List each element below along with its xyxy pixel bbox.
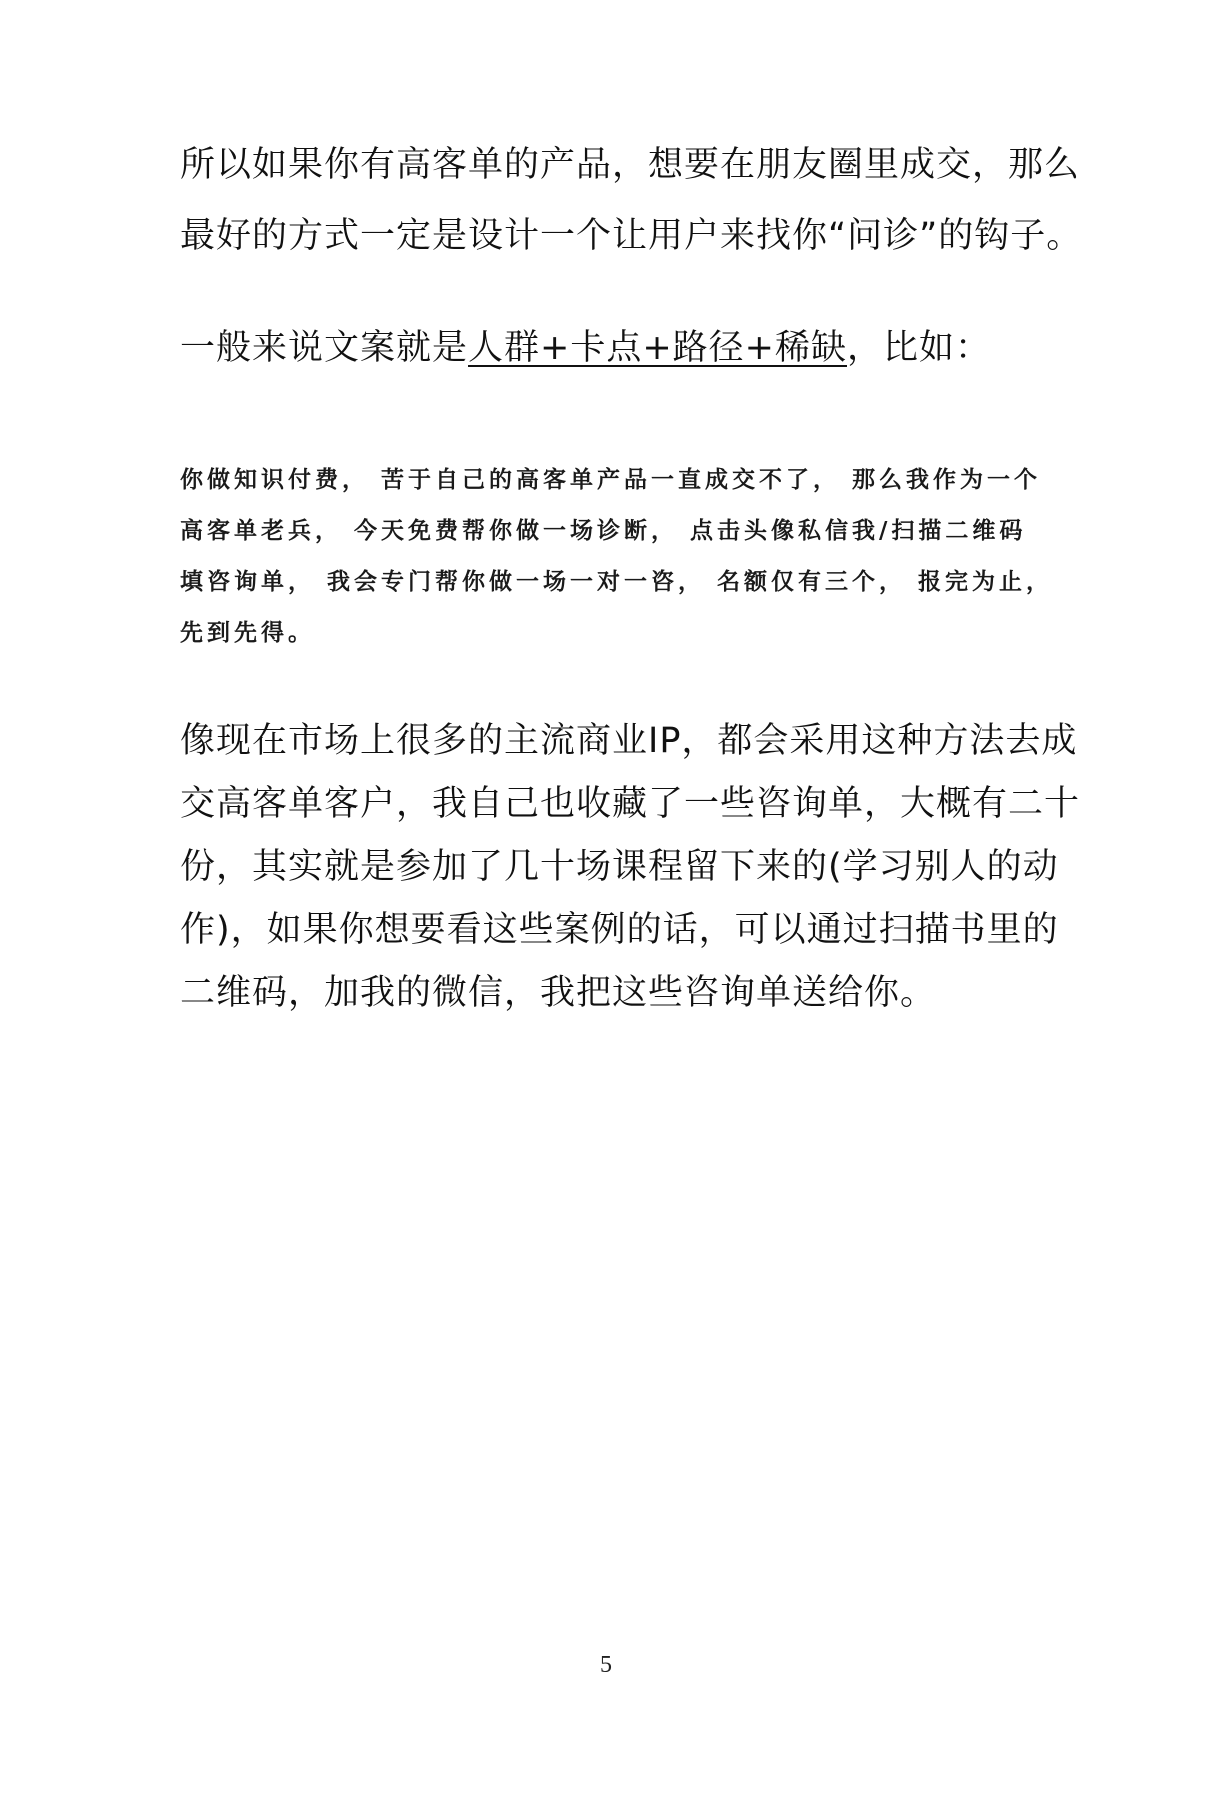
closing-line: 份，其实就是参加了几十场课程留下来的(学习别人的动	[180, 847, 1059, 887]
closing-line: 交高客单客户，我自己也收藏了一些咨询单，大概有二十	[180, 784, 1081, 824]
page-number: 5	[600, 1652, 612, 1678]
formula-paragraph	[180, 318, 991, 378]
example-line: 填咨询单， 我会专门帮你做一场一对一咨， 名额仅有三个， 报完为止，	[180, 569, 1054, 595]
example-line: 先到先得。	[180, 620, 315, 646]
intro-line: 最好的方式一定是设计一个让用户来找你“问诊”的钩子。	[180, 216, 1083, 256]
closing-line: 二维码，加我的微信，我把这些咨询单送给你。	[180, 973, 937, 1013]
intro-paragraph	[180, 130, 1082, 272]
example-line: 高客单老兵， 今天免费帮你做一场诊断， 点击头像私信我/扫描二维码	[180, 518, 1027, 544]
formula-underlined-text: 人群+卡点+路径+稀缺	[468, 328, 847, 368]
example-copy-paragraph	[180, 455, 1053, 659]
closing-line: 作)，如果你想要看这些案例的话，可以通过扫描书里的	[180, 910, 1059, 950]
closing-line: 像现在市场上很多的主流商业IP，都会采用这种方法去成	[180, 721, 1078, 761]
intro-line: 所以如果你有高客单的产品，想要在朋友圈里成交，那么	[180, 145, 1081, 185]
closing-paragraph	[180, 710, 1080, 1025]
formula-suffix: ，比如：	[847, 328, 992, 368]
example-line: 你做知识付费， 苦于自己的高客单产品一直成交不了， 那么我作为一个	[180, 467, 1042, 493]
formula-prefix: 一般来说文案就是	[180, 328, 469, 368]
